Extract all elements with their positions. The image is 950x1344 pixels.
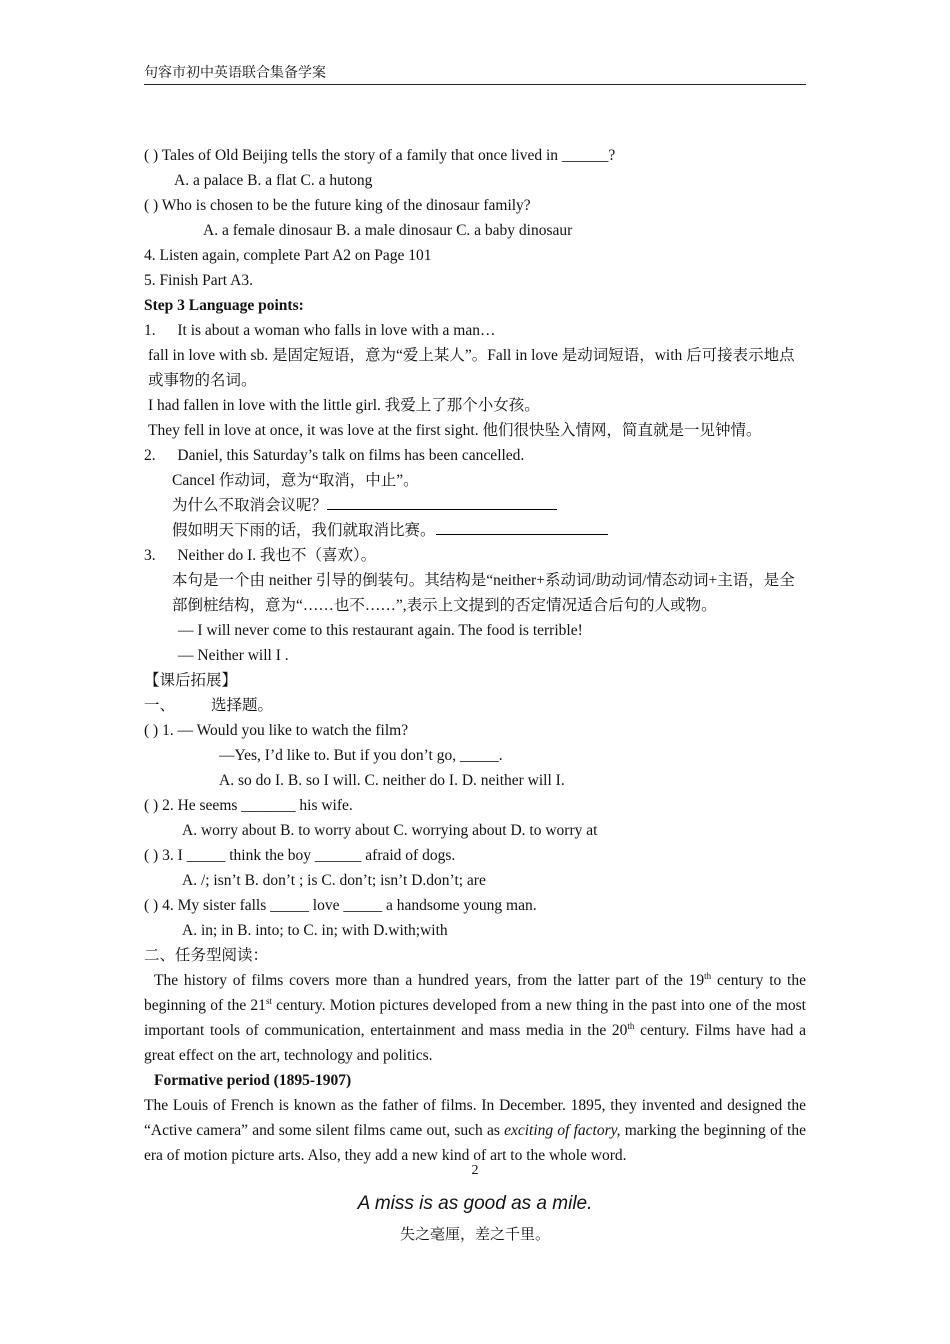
- point-3-explanation: 本句是一个由 neither 引导的倒装句。其结构是“neither+系动词/助动词/情态动词+主语，是全部倒桩结构，意为“……也不……”,表示上文提到的否定情况适合后句的人或物。: [172, 572, 795, 614]
- point-3-sentence: Neither do I. 我也不（喜欢）。: [177, 547, 377, 564]
- question-1: ( ) Tales of Old Beijing tells the story of a family that once lived in ______?: [144, 147, 616, 164]
- point-2: [144, 443, 806, 468]
- step3-heading: Step 3 Language points:: [144, 297, 304, 314]
- mc-question-3: ( ) 3. I _____ think the boy ______ afraid of dogs.: [144, 847, 456, 864]
- motto: A miss is as good as a mile.: [357, 1193, 593, 1214]
- exercise-1-prompt: 为什么不取消会议呢？: [172, 497, 328, 514]
- reading-paragraph-1: [144, 968, 806, 1068]
- point-1-example-1: I had fallen in love with the little girl. 我爱上了那个小女孩。: [148, 397, 540, 414]
- point-2-exercise-1: [144, 493, 806, 518]
- para2-text-a: The Louis of French is known as the father of films. In December. 1895, they invented and designed the “Active camera” and some silent films came out, such as: [144, 1097, 806, 1139]
- answer-blank-1: [327, 495, 557, 510]
- mc-question-1: ( ) 1. — Would you like to watch the film?: [144, 722, 409, 739]
- mc-question-3-options: A. /; isn’t B. don’t ; is C. don’t; isn’t D.don’t; are: [182, 872, 486, 889]
- para1-sup-2: st: [265, 995, 272, 1006]
- point-2-sentence: Daniel, this Saturday’s talk on films has been cancelled.: [177, 447, 525, 464]
- answer-blank-2: [436, 520, 608, 535]
- motto-chinese: 失之毫厘，差之千里。: [399, 1227, 550, 1243]
- point-1-example-2: They fell in love at once, it was love at the first sight. 他们很快坠入情网，简直就是一见钟情。: [148, 422, 762, 439]
- point-1-sentence: It is about a woman who falls in love with a man…: [177, 322, 496, 339]
- point-1-explanation: fall in love with sb. 是固定短语，意为“爱上某人”。Fall in love 是动词短语，with 后可接表示地点或事物的名词。: [148, 347, 795, 389]
- point-1-number: 1.: [144, 322, 156, 339]
- point-1: [144, 318, 806, 343]
- document-header: [144, 66, 806, 85]
- extension-heading: 【课后拓展】: [144, 672, 238, 689]
- reading-paragraph-2: [144, 1093, 806, 1168]
- point-3: [144, 543, 806, 568]
- point-2-number: 2.: [144, 447, 156, 464]
- question-1-options: A. a palace B. a flat C. a hutong: [174, 172, 373, 189]
- exercise-2-prompt: 假如明天下雨的话，我们就取消比赛。: [172, 522, 436, 539]
- para1-sup-3: th: [627, 1020, 635, 1031]
- mc-question-1-reply: —Yes, I’d like to. But if you don’t go, _____.: [219, 747, 503, 764]
- para2-italic: exciting of factory,: [504, 1122, 621, 1139]
- point-2-exercise-2: [144, 518, 806, 543]
- question-2-options: A. a female dinosaur B. a male dinosaur C. a baby dinosaur: [203, 222, 573, 239]
- page-number: 2: [471, 1163, 479, 1178]
- task-5: 5. Finish Part A3.: [144, 272, 253, 289]
- page-content: [144, 143, 806, 1168]
- para2-text-b: marking the beginning of the era of motion picture arts. Also, they add a new kind of art to the whole word.: [144, 1122, 806, 1164]
- section-1-heading: [144, 693, 806, 718]
- mc-question-2: ( ) 2. He seems _______ his wife.: [144, 797, 353, 814]
- mc-question-1-options: A. so do I. B. so I will. C. neither do I. D. neither will I.: [219, 772, 565, 789]
- task-4: 4. Listen again, complete Part A2 on Page 101: [144, 247, 432, 264]
- point-2-explanation: Cancel 作动词，意为“取消，中止”。: [172, 472, 419, 489]
- mc-question-4-options: A. in; in B. into; to C. in; with D.with;with: [182, 922, 448, 939]
- section-1-title: 选择题。: [211, 697, 274, 714]
- para1-text-d: century. Films have had a great effect on the art, technology and politics.: [144, 1022, 806, 1064]
- point-3-number: 3.: [144, 547, 156, 564]
- question-2: ( ) Who is chosen to be the future king of the dinosaur family?: [144, 197, 531, 214]
- section-2-heading: 二、任务型阅读：: [144, 947, 269, 964]
- para1-text-a: The history of films covers more than a hundred years, from the latter part of the 19: [154, 972, 705, 989]
- reading-subheading: Formative period (1895-1907): [154, 1072, 352, 1089]
- para1-sup-1: th: [704, 970, 712, 981]
- header-title: 句容市初中英语联合集备学案: [144, 66, 326, 81]
- para1-text-c: century. Motion pictures developed from a new thing in the past into one of the most important tools of communication, entertainment and mass media in the 20: [144, 997, 806, 1039]
- point-3-example-2: — Neither will I .: [178, 647, 289, 664]
- para1-text-b: century to the beginning of the 21: [144, 972, 806, 1014]
- point-3-example-1: — I will never come to this restaurant again. The food is terrible!: [178, 622, 583, 639]
- mc-question-4: ( ) 4. My sister falls _____ love _____ a handsome young man.: [144, 897, 537, 914]
- mc-question-2-options: A. worry about B. to worry about C. worrying about D. to worry at: [182, 822, 598, 839]
- section-1-number: 一、: [144, 697, 176, 714]
